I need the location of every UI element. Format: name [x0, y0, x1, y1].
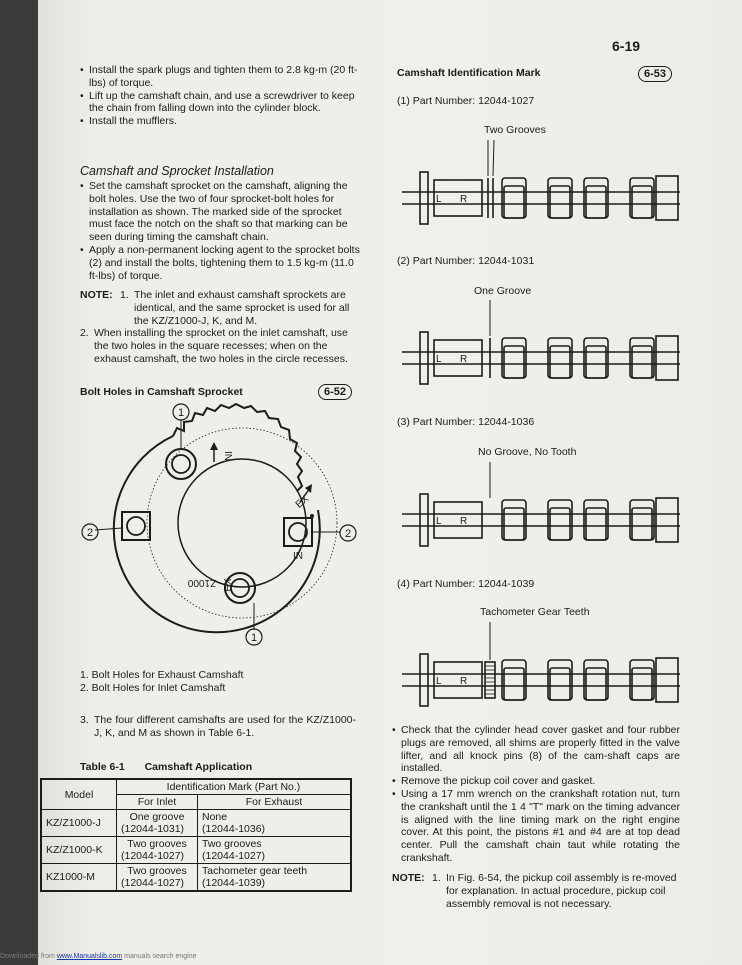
cam-lobe-profile	[586, 668, 606, 700]
procedure-bullets	[392, 724, 680, 865]
table-row	[41, 864, 351, 892]
label-r: R	[460, 516, 468, 527]
ex-marking-upper: EX	[293, 493, 312, 511]
camshaft-drawing-3	[398, 462, 683, 562]
bullet-turn-crankshaft: • Using a 17 mm wrench on the crankshaft rotation nut, turn the crankshaft until the 1 4 "T" mark on the timing advancer is aligned with the line timing mark on the right engine cover. At this point, the pistons #1 and #4 are at top dead center. Pull the camshaft chain taut while rotating the crankshaft.	[392, 788, 680, 865]
note-1	[80, 289, 364, 327]
bullet-set-sprocket: • Set the camshaft sprocket on the camshaft, aligning the bolt holes. Use the two of four sprocket-bolt holes for installation as shown. The marked side of the sprocket must face the notch on the shaft so that marking can be seen during timing the camshaft chain.	[80, 180, 364, 244]
model-marking: Z1000	[187, 577, 217, 588]
cam-lobe	[548, 660, 572, 700]
step-3	[80, 714, 356, 740]
note-text: The inlet and exhaust camshaft sprockets are identical, and the same sprocket is used for all the KZ/Z1000-J, K, and M.	[134, 289, 350, 327]
cell-model: KZ/Z1000-J	[41, 810, 117, 837]
sprocket-notes	[80, 289, 364, 366]
col-model: Model	[41, 779, 117, 810]
table-title: Camshaft Application	[144, 761, 253, 773]
label-r: R	[460, 354, 468, 365]
bullet-locking-agent: • Apply a non-permanent locking agent to the sprocket bolts (2) and install the bolts, tightening them to 1.5 kg-m (11.0 ft-lbs) of torque.	[80, 244, 364, 282]
end-journal	[656, 658, 678, 702]
center-bore	[178, 459, 306, 587]
cam-lobe-profile	[632, 668, 652, 700]
cam-lobe	[630, 660, 654, 700]
cell-exhaust: Two grooves (12044-1027)	[198, 837, 352, 864]
label-l: L	[436, 194, 442, 205]
cam-lobe	[584, 660, 608, 700]
table-row	[41, 837, 351, 864]
cam-lobe-profile	[586, 186, 606, 218]
cam-lobe-profile	[550, 346, 570, 378]
label-r: R	[460, 676, 468, 687]
note-num: 1.	[432, 872, 441, 884]
label-l: L	[436, 516, 442, 527]
legend-item-inlet: 2. Bolt Holes for Inlet Camshaft	[80, 681, 226, 694]
cam-lobe	[630, 178, 654, 218]
ex-marking-lower: EX	[223, 578, 234, 592]
step-3-text: The four different camshafts are used for the KZ/Z1000-J, K, and M as shown in Table 6-1.	[94, 714, 356, 739]
exhaust-bolt-hole-top	[166, 449, 196, 479]
col-identification-mark: Identification Mark (Part No.)	[117, 779, 352, 795]
cam-2-part: (2) Part Number: 12044-1031	[397, 255, 535, 267]
cam-lobe	[502, 178, 526, 218]
page-footer	[0, 953, 197, 960]
cam-2-mark: One Groove	[474, 285, 532, 297]
figure-title-sprocket: Bolt Holes in Camshaft Sprocket	[80, 386, 243, 398]
page-number: 6-19	[612, 38, 641, 54]
cam-lobe	[502, 338, 526, 378]
in-marking: IN	[293, 551, 303, 562]
cam-lobe-profile	[586, 508, 606, 540]
cam-lobe	[584, 500, 608, 540]
cam-lobe-profile	[550, 186, 570, 218]
callout-1-top: 1	[177, 407, 185, 419]
sprocket-diagram	[78, 400, 368, 652]
camshaft-drawing-1	[398, 140, 683, 240]
cam-lobe	[502, 660, 526, 700]
bullet-check-gasket: • Check that the cylinder head cover gasket and four rubber plugs are removed, all shims are properly fitted in the valve lifter, and all knock pins (8) of the cam-shaft caps are installed.	[392, 724, 680, 775]
cell-model: KZ1000-M	[41, 864, 117, 892]
tachometer-gear	[485, 662, 495, 698]
cell-inlet: Two grooves (12044-1027)	[117, 864, 198, 892]
note-num: 1.	[120, 289, 129, 301]
figure-id-badge: 6-53	[638, 66, 672, 82]
cell-exhaust: Tachometer gear teeth (12044-1039)	[198, 864, 352, 892]
camshaft-application-table	[40, 778, 352, 892]
cam-4-mark: Tachometer Gear Teeth	[480, 606, 590, 618]
cam-lobe-profile	[550, 508, 570, 540]
cam-lobe	[630, 338, 654, 378]
cam-lobe	[548, 178, 572, 218]
bullet-spark-plugs: • Install the spark plugs and tighten them to 2.8 kg-m (20 ft-lbs) of torque.	[80, 64, 364, 90]
note-text: In Fig. 6-54, the pickup coil assembly is re-moved for explanation. In actual procedure, pickup coil assembly removal is not necessary.	[446, 872, 677, 910]
legend-item-exhaust: 1. Bolt Holes for Exhaust Camshaft	[80, 669, 244, 681]
cam-lobe	[584, 338, 608, 378]
cam-lobe	[630, 500, 654, 540]
note-2	[80, 327, 364, 365]
cam-lobe-profile	[504, 186, 524, 218]
bullet-camshaft-chain: • Lift up the camshaft chain, and use a screwdriver to keep the chain from falling down into the cylinder block.	[80, 90, 364, 116]
cell-model: KZ/Z1000-K	[41, 837, 117, 864]
label-l: L	[436, 676, 442, 687]
sprocket-teeth	[173, 404, 302, 491]
cam-lobe-profile	[632, 186, 652, 218]
sprocket-bullets	[80, 180, 364, 282]
end-journal	[656, 176, 678, 220]
in-marking-rotated: IN	[222, 451, 233, 461]
bullet-mufflers: • Install the mufflers.	[80, 115, 364, 128]
cell-exhaust: None (12044-1036)	[198, 810, 352, 837]
note-text: When installing the sprocket on the inlet camshaft, use the two holes in the square recesses; when on the exhaust camshaft, the two holes in the circle recesses.	[94, 327, 348, 365]
bullet-remove-pickup-cover: • Remove the pickup coil cover and gasket.	[392, 775, 680, 788]
cam-lobe-profile	[504, 346, 524, 378]
col-for-exhaust: For Exhaust	[198, 795, 352, 810]
sprocket-legend	[80, 669, 243, 695]
end-journal	[656, 498, 678, 542]
figure-id-badge: 6-52	[318, 384, 352, 400]
cam-lobe-profile	[632, 346, 652, 378]
end-flange	[420, 494, 428, 546]
cam-lobe-profile	[550, 668, 570, 700]
end-flange	[420, 332, 428, 384]
table-row	[41, 810, 351, 837]
label-l: L	[436, 354, 442, 365]
section-title: Camshaft and Sprocket Installation	[80, 164, 274, 178]
camshaft-drawing-4	[398, 622, 683, 722]
table-caption	[80, 761, 252, 774]
cell-inlet: One groove (12044-1031)	[117, 810, 198, 837]
cam-4-part: (4) Part Number: 12044-1039	[397, 578, 535, 590]
cam-1-part: (1) Part Number: 12044-1027	[397, 95, 535, 107]
callout-1-bottom: 1	[250, 632, 258, 644]
table-label: Table 6-1	[80, 761, 125, 773]
cam-lobe-profile	[504, 508, 524, 540]
cam-3-part: (3) Part Number: 12044-1036	[397, 416, 535, 428]
end-flange	[420, 654, 428, 706]
figure-title-camshaft: Camshaft Identification Mark	[397, 67, 541, 79]
pickup-note	[392, 872, 680, 910]
cam-lobe-profile	[632, 508, 652, 540]
footer-suffix: manuals search engine	[122, 953, 197, 960]
callout-2-left: 2	[86, 527, 94, 539]
callout-2-right: 2	[344, 528, 352, 540]
cam-lobe	[502, 500, 526, 540]
cam-lobe	[548, 500, 572, 540]
cam-3-mark: No Groove, No Tooth	[478, 446, 577, 458]
intro-bullets	[80, 64, 364, 128]
col-for-inlet: For Inlet	[117, 795, 198, 810]
end-journal	[656, 336, 678, 380]
note-num: 2.	[80, 327, 89, 340]
mark-arrow	[493, 140, 494, 176]
cam-lobe-profile	[504, 668, 524, 700]
footer-link[interactable]: www.Manualslib.com	[56, 953, 123, 960]
cell-inlet: Two grooves (12044-1027)	[117, 837, 198, 864]
camshaft-drawing-2	[398, 300, 683, 400]
cam-lobe	[584, 178, 608, 218]
note-label: NOTE:	[80, 289, 113, 301]
cam-lobe-profile	[586, 346, 606, 378]
label-r: R	[460, 194, 468, 205]
end-flange	[420, 172, 428, 224]
cam-lobe	[548, 338, 572, 378]
note-label: NOTE:	[392, 872, 425, 884]
cam-1-mark: Two Grooves	[484, 124, 546, 136]
footer-prefix: Downloaded from	[0, 953, 57, 960]
step-3-num: 3.	[80, 714, 89, 726]
